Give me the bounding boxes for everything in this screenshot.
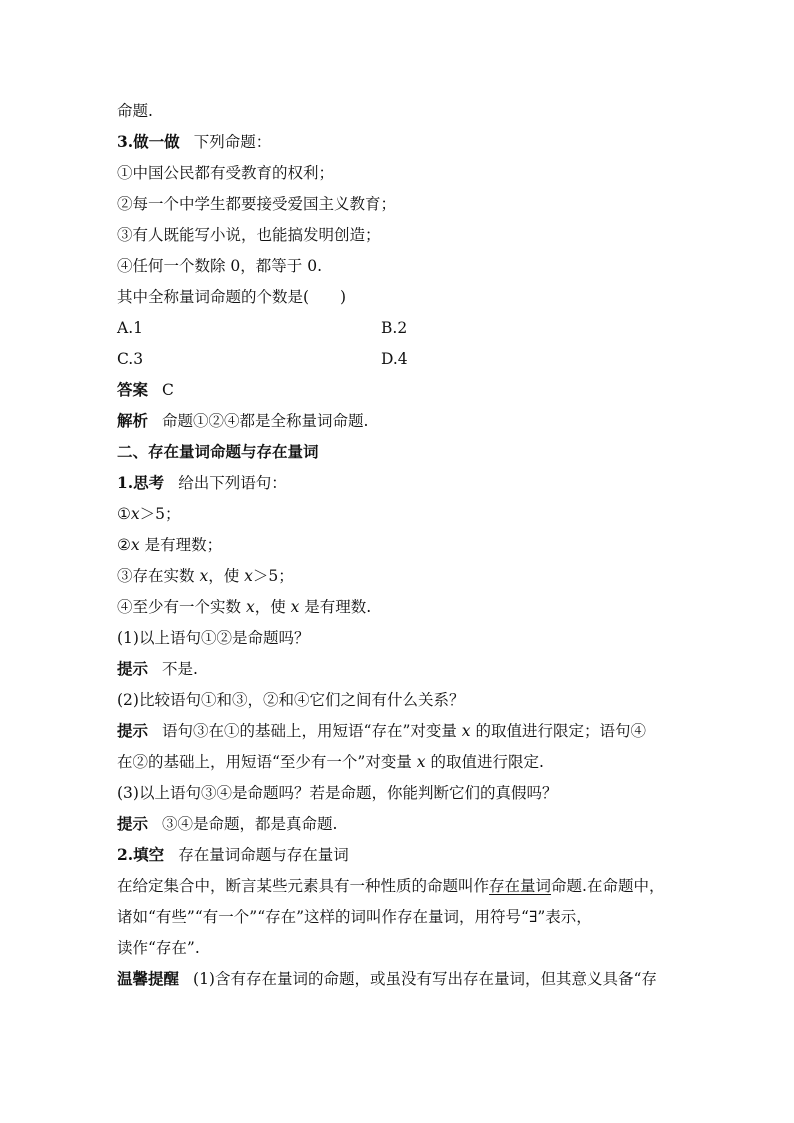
options-row (117, 349, 517, 369)
text: 给出下列语句： (178, 474, 287, 492)
text: 其中全称量词命题的个数是( ) (117, 288, 347, 306)
text-line (117, 225, 381, 245)
text-line: ③存在实数 x，使 x＞5； (117, 567, 294, 585)
definition-line (117, 938, 200, 958)
hint-line: 提示 语句③在①的基础上，用短语“存在”对变量 x 的取值进行限定；语句④ (117, 721, 646, 740)
text-line (117, 845, 349, 865)
text: ③有人既能写小说，也能搞发明创造； (117, 226, 381, 244)
heading-label: 2.填空 (117, 845, 165, 864)
section-title: 二、存在量词命题与存在量词 (117, 442, 319, 461)
answer-value: C (162, 381, 174, 399)
text-line (117, 194, 396, 214)
answer-label: 答案 (117, 380, 149, 399)
text: 存在量词命题与存在量词 (178, 846, 349, 864)
text: 读作“存在”. (117, 939, 200, 957)
text-line (117, 132, 271, 152)
explanation-label: 解析 (117, 411, 149, 430)
hint-label: 提示 (117, 721, 149, 740)
text: 诸如“有些”“有一个”“存在”这样的词叫作存在量词，用符号“∃”表示， (117, 908, 592, 926)
hint-line (117, 814, 337, 834)
tip-label: 温馨提醒 (117, 969, 180, 988)
text: (1)含有存在量词的命题，或虽没有写出存在量词，但其意义具备“存 (193, 970, 657, 988)
definition-line (117, 907, 592, 927)
hint-line (117, 659, 198, 679)
text: (2)比较语句①和③，②和④它们之间有什么关系？ (117, 691, 465, 709)
text-line (117, 163, 334, 183)
text: (3)以上语句③④是命题吗？若是命题，你能判断它们的真假吗？ (117, 784, 558, 802)
heading-label: 3.做一做 (117, 132, 180, 151)
hint-label: 提示 (117, 814, 149, 833)
heading-label: 1.思考 (117, 473, 165, 492)
option-a: A.1 (117, 319, 143, 337)
text-line: ②x 是有理数； (117, 536, 223, 554)
text-line (117, 473, 287, 493)
text: ①中国公民都有受教育的权利； (117, 164, 335, 182)
text-line: ④至少有一个实数 x，使 x 是有理数. (117, 598, 372, 616)
options-row (117, 318, 517, 338)
tip-line (117, 969, 657, 989)
text: 命题①②④都是全称量词命题. (162, 412, 369, 430)
text-line (117, 287, 346, 307)
question-line (117, 628, 309, 648)
text-line: ①x＞5； (117, 505, 181, 523)
definition-line: 在给定集合中，断言某些元素具有一种性质的命题叫作存在量词命题.在命题中， (117, 877, 665, 895)
question-line (117, 783, 557, 803)
text-line (117, 256, 322, 276)
option-c: C.3 (117, 350, 144, 368)
text-line (117, 101, 153, 121)
hint-line: 在②的基础上，用短语“至少有一个”对变量 x 的取值进行限定. (117, 753, 544, 771)
blank-answer: 存在量词 (489, 877, 552, 895)
text: (1)以上语句①②是命题吗？ (117, 629, 310, 647)
text: ②每一个中学生都要接受爱国主义教育； (117, 195, 397, 213)
question-line (117, 690, 464, 710)
option-b: B.2 (381, 319, 408, 337)
text: ④任何一个数除 0，都等于 0. (117, 257, 323, 275)
section-heading (117, 442, 319, 462)
text: 下列命题： (193, 133, 272, 151)
explanation-line (117, 411, 368, 431)
hint-label: 提示 (117, 659, 149, 678)
text: ③④是命题，都是真命题. (162, 815, 338, 833)
text: 不是. (162, 660, 198, 678)
text: 命题. (117, 102, 153, 120)
answer-line (117, 380, 174, 400)
option-d: D.4 (381, 350, 408, 368)
